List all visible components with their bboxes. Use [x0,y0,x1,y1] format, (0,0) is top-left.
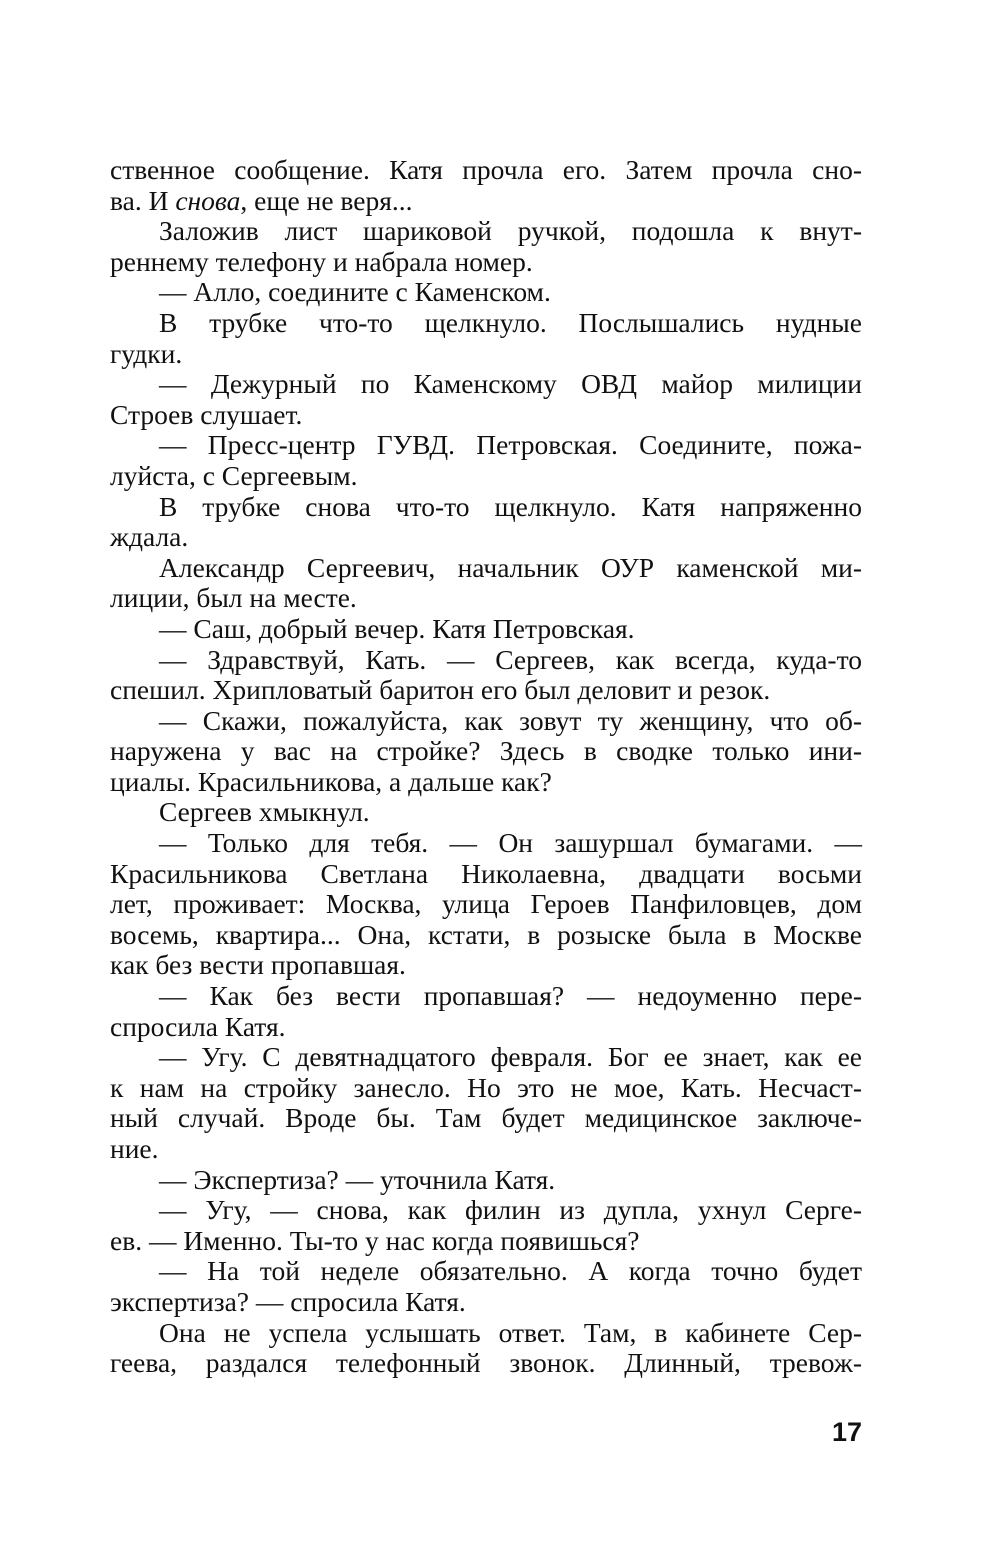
text-line: — Как без вести пропавшая? — недоуменно пере- [159,980,862,1012]
text-line: луйста, с Сергеевым. [110,459,358,491]
text-line: В трубке снова что-то щелкнуло. Катя напряженно [159,490,862,522]
text-line: Она не успела услышать ответ. Там, в кабинете Сер- [159,1316,862,1348]
text-line: спешил. Хрипловатый баритон его был деловит и резок. [110,674,771,706]
text-line: восемь, квартира... Она, кстати, в розыске была в Москве [110,918,862,950]
text-line: ный случай. Вроде бы. Там будет медицинское заключе- [110,1102,862,1134]
text-line: спросила Катя. [110,1010,286,1042]
body-text [110,155,862,1379]
text-line: — Дежурный по Каменскому ОВД майор милиции [159,368,862,400]
text-line: Александр Сергеевич, начальник ОУР каменской ми- [159,551,862,583]
text-line: гудки. [110,337,183,369]
text-line: Красильникова Светлана Николаевна, двадцати восьми [110,857,862,889]
italic-word: снова [175,184,241,216]
text-line: наружена у вас на стройке? Здесь в сводке только ини- [110,735,862,767]
text-line: — На той неделе обязательно. А когда точно будет [159,1255,862,1287]
text-line [110,186,862,217]
text-line: — Алло, соедините с Каменском. [159,276,551,308]
text-line: экспертиза? — спросила Катя. [110,1285,466,1317]
text-line: Заложив лист шариковой ручкой, подошла к внут- [159,215,862,247]
text-line: ственное сообщение. Катя прочла его. Затем прочла сно- [110,154,862,185]
text-line: к нам на стройку занесло. Но это не мое, Кать. Несчаст- [110,1071,862,1103]
text-line: — Пресс-центр ГУВД. Петровская. Соедините, пожа- [159,429,862,461]
text-line: — Экспертиза? — уточнила Катя. [159,1163,556,1195]
text-line: ев. — Именно. Ты-то у нас когда появишься? [110,1224,640,1256]
text-line: геева, раздался телефонный звонок. Длинный, тревож- [110,1347,862,1379]
page-number: 17 [831,1417,862,1447]
text-line: реннему телефону и набрала номер. [110,245,533,277]
text-line: В трубке что-то щелкнуло. Послышались нудные [159,306,862,338]
text-line: циалы. Красильникова, а дальше как? [110,765,552,797]
text-line: Строев слушает. [110,398,303,430]
text-line: — Здравствуй, Кать. — Сергеев, как всегда, куда-то [159,643,862,675]
text-line: лет, проживает: Москва, улица Героев Панфиловцев, дом [110,888,862,920]
text-line: — Угу, — снова, как филин из дупла, ухнул Серге- [159,1194,862,1226]
text-segment: , еще не веря... [240,184,413,216]
text-line: — Саш, добрый вечер. Катя Петровская. [159,612,635,644]
text-line: — Только для тебя. — Он зашуршал бумагами. — [159,827,862,859]
text-line: ние. [110,1133,159,1164]
text-line: Сергеев хмыкнул. [159,796,370,828]
text-line: ждала. [110,521,189,553]
text-line: как без вести пропавшая. [110,949,406,981]
text-line: — Угу. С девятнадцатого февраля. Бог ее знает, как ее [159,1041,862,1073]
text-line: лиции, был на месте. [110,582,357,614]
text-line: — Скажи, пожалуйста, как зовут ту женщину, что об- [159,704,862,736]
text-segment: ва. И [110,184,176,216]
